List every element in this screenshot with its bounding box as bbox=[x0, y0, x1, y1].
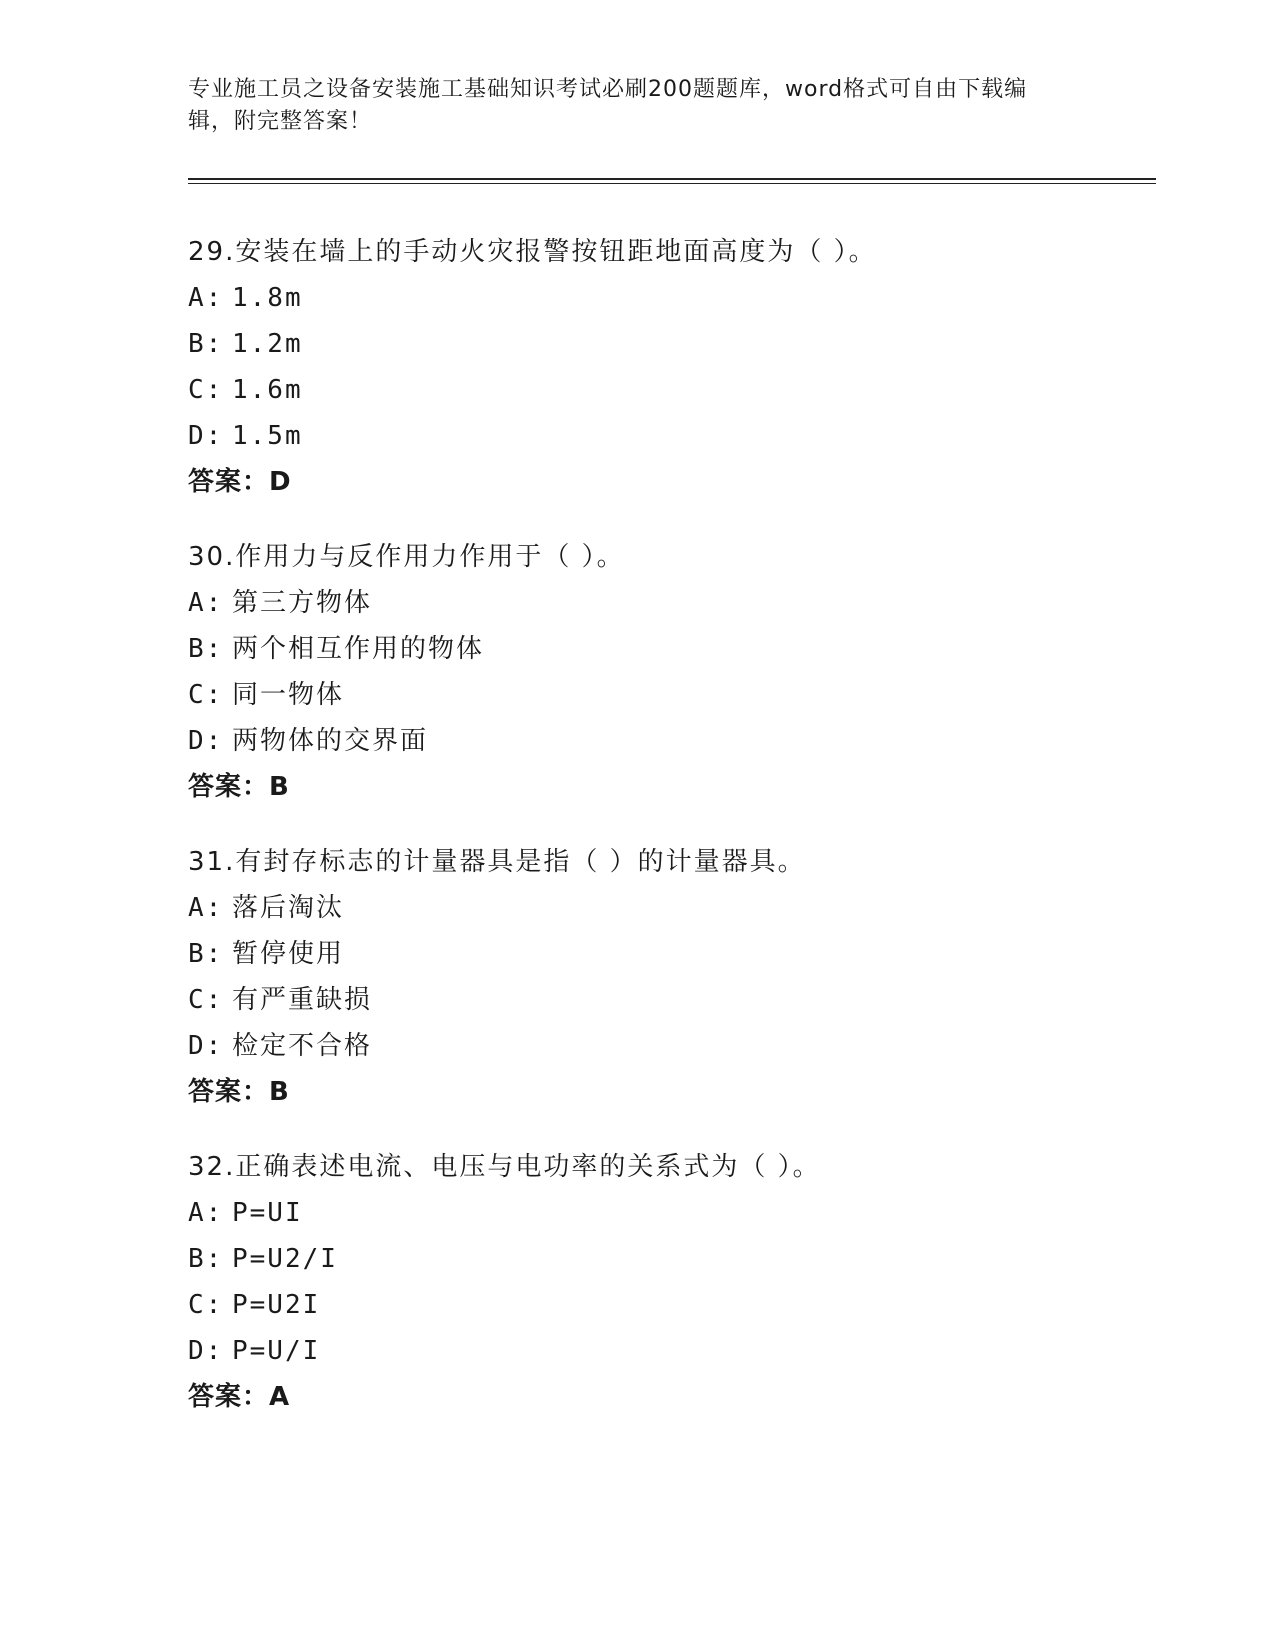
option-c bbox=[188, 373, 1148, 419]
question-stem: 31.有封存标志的计量器具是指（ ）的计量器具。 bbox=[188, 847, 806, 877]
option-b bbox=[188, 632, 1148, 678]
option-letter: D: bbox=[188, 421, 224, 451]
answer-label: 答案：B bbox=[188, 772, 290, 802]
option-text: 第三方物体 bbox=[232, 588, 373, 618]
option-letter: C: bbox=[188, 1290, 224, 1320]
question-stem: 29.安装在墙上的手动火灾报警按钮距地面高度为（ ）。 bbox=[188, 237, 877, 267]
question-30 bbox=[188, 540, 1148, 816]
option-a bbox=[188, 281, 1148, 327]
option-text: P=U/I bbox=[232, 1336, 321, 1366]
question-31 bbox=[188, 845, 1148, 1121]
option-c bbox=[188, 983, 1148, 1029]
option-letter: D: bbox=[188, 1336, 224, 1366]
option-letter: B: bbox=[188, 939, 224, 969]
option-letter: D: bbox=[188, 726, 224, 756]
option-letter: C: bbox=[188, 375, 224, 405]
option-b bbox=[188, 937, 1148, 983]
option-text: P=U2/I bbox=[232, 1244, 338, 1274]
option-b bbox=[188, 327, 1148, 373]
header-divider bbox=[188, 178, 1156, 180]
option-text: 有严重缺损 bbox=[232, 985, 373, 1015]
option-c bbox=[188, 1288, 1148, 1334]
option-text: P=U2I bbox=[232, 1290, 321, 1320]
option-text: 1.8m bbox=[232, 283, 303, 313]
option-text: 两物体的交界面 bbox=[232, 726, 429, 756]
option-text: 1.5m bbox=[232, 421, 303, 451]
option-d bbox=[188, 1029, 1148, 1075]
option-letter: A: bbox=[188, 283, 224, 313]
question-stem: 32.正确表述电流、电压与电功率的关系式为（ ）。 bbox=[188, 1152, 821, 1182]
option-letter: D: bbox=[188, 1031, 224, 1061]
option-letter: A: bbox=[188, 1198, 224, 1228]
answer-label: 答案：D bbox=[188, 467, 292, 497]
answer-label: 答案：A bbox=[188, 1382, 291, 1412]
option-text: 同一物体 bbox=[232, 680, 345, 710]
option-letter: B: bbox=[188, 329, 224, 359]
option-a bbox=[188, 891, 1148, 937]
option-letter: B: bbox=[188, 1244, 224, 1274]
option-text: 落后淘汰 bbox=[232, 893, 345, 923]
option-letter: C: bbox=[188, 985, 224, 1015]
option-letter: B: bbox=[188, 634, 224, 664]
option-text: 暂停使用 bbox=[232, 939, 345, 969]
option-b bbox=[188, 1242, 1148, 1288]
header-divider-thin bbox=[188, 183, 1156, 184]
option-d bbox=[188, 1334, 1148, 1380]
option-text: 1.6m bbox=[232, 375, 303, 405]
answer-label: 答案：B bbox=[188, 1077, 290, 1107]
question-29 bbox=[188, 235, 1148, 511]
document-header: 专业施工员之设备安装施工基础知识考试必刷200题题库，word格式可自由下载编辑，附完整答案！ bbox=[188, 77, 1028, 134]
option-letter: A: bbox=[188, 588, 224, 618]
option-letter: A: bbox=[188, 893, 224, 923]
option-a bbox=[188, 1196, 1148, 1242]
option-letter: C: bbox=[188, 680, 224, 710]
option-text: 检定不合格 bbox=[232, 1031, 373, 1061]
option-d bbox=[188, 419, 1148, 465]
option-text: 两个相互作用的物体 bbox=[232, 634, 485, 664]
question-32 bbox=[188, 1150, 1148, 1426]
option-a bbox=[188, 586, 1148, 632]
question-stem: 30.作用力与反作用力作用于（ ）。 bbox=[188, 542, 625, 572]
option-text: 1.2m bbox=[232, 329, 303, 359]
option-c bbox=[188, 678, 1148, 724]
option-text: P=UI bbox=[232, 1198, 303, 1228]
option-d bbox=[188, 724, 1148, 770]
